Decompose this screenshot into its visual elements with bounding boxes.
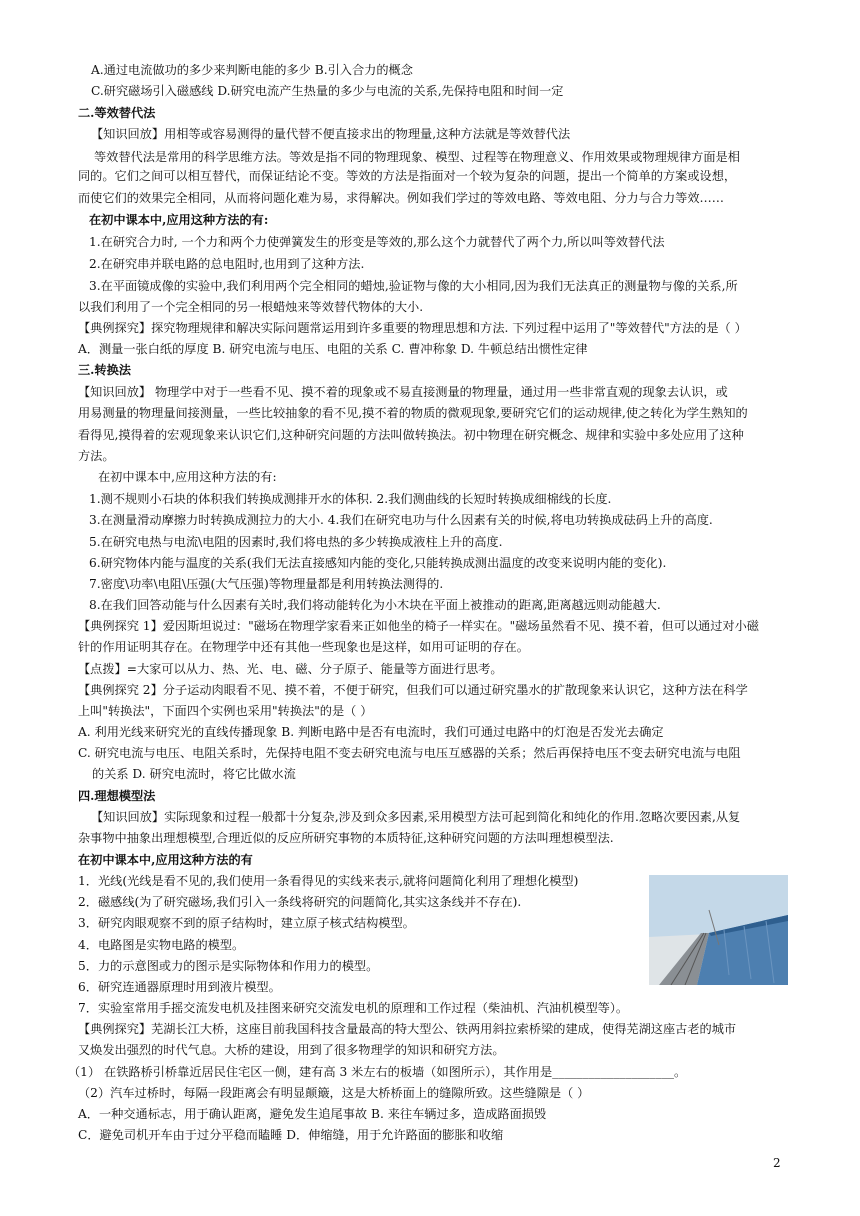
list-item: 3.在测量滑动摩擦力时转换成测拉力的大小. 4.我们在研究电功与什么因素有关的时候,将电功转换成砝码上升的高度. (89, 513, 713, 527)
answer-options: A．一种交通标志，用于确认距离，避免发生追尾事故 B. 来往车辆过多，造成路面损毁 (78, 1107, 547, 1121)
knowledge-review: 【知识回放】用相等或容易测得的量代替不便直接求出的物理量,这种方法就是等效替代法 (91, 127, 571, 141)
paragraph-line: 方法。 (78, 449, 115, 463)
example-question: 上叫"转换法"，下面四个实例也采用"转换法"的是（ ） (78, 704, 373, 718)
subheading: 在初中课本中,应用这种方法的有: (89, 213, 269, 227)
list-item: 5．力的示意图或力的图示是实际物体和作用力的模型。 (78, 959, 379, 973)
question-part: （2）汽车过桥时，每隔一段距离会有明显颠簸，这是大桥桥面上的缝隙所致。这些缝隙是（ ） (78, 1086, 590, 1100)
answer-options: 的关系 D. 研究电流时，将它比做水流 (92, 767, 296, 781)
knowledge-review: 【知识回放】实际现象和过程一般都十分复杂,涉及到众多因素,采用模型方法可起到简化和纯化的作用.忽略次要因素,从复 (91, 810, 741, 824)
list-item: 1.在研究合力时, 一个力和两个力使弹簧发生的形变是等效的,那么这个力就替代了两个力,所以叫等效替代法 (89, 235, 665, 249)
example-question: 针的作用证明其存在。在物理学中还有其他一些现象也是这样，如用可证明的存在。 (78, 640, 529, 654)
option-line: C.研究磁场引入磁感线 D.研究电流产生热量的多少与电流的关系,先保持电阻和时间一定 (91, 84, 564, 98)
paragraph-line: 同的。它们之间可以相互替代，而保证结论不变。等效的方法是指面对一个较为复杂的问题，提出一个简单的方案或设想， (78, 169, 737, 183)
section-heading: 四.理想模型法 (78, 789, 156, 803)
answer-options: C．避免司机开车由于过分平稳而瞌睡 D．伸缩缝，用于允许路面的膨胀和收缩 (78, 1128, 504, 1142)
answer-options: C. 研究电流与电压、电阻关系时，先保持电阻不变去研究电流与电压互感器的关系；然后再保持电压不变去研究电流与电阻 (78, 746, 741, 760)
paragraph-line: 用易测量的物理量间接测量，一些比较抽象的看不见,摸不着的物质的微观现象,要研究它们的运动规律,使之转化为学生熟知的 (78, 406, 748, 420)
example-question: 【典例探究】探究物理规律和解决实际问题常运用到许多重要的物理思想和方法. 下列过程中运用了"等效替代"方法的是（ ） (78, 321, 747, 335)
section-heading: 三.转换法 (78, 363, 131, 377)
hint-line: 【点拨】=大家可以从力、热、光、电、磁、分子原子、能量等方面进行思考。 (78, 662, 503, 676)
paragraph-line: 杂事物中抽象出理想模型,合理近似的反应所研究事物的本质特征,这种研究问题的方法叫理想模型法. (78, 831, 614, 845)
page-number: 2 (773, 1156, 781, 1170)
answer-options: A．测量一张白纸的厚度 B. 研究电流与电压、电阻的关系 C. 曹冲称象 D. 牛顿总结出惯性定律 (78, 342, 588, 356)
list-item: 6．研究连通器原理时用到液片模型。 (78, 980, 281, 994)
example-question: 【典例探究】芜湖长江大桥，这座目前我国科技含量最高的特大型公、铁两用斜拉索桥梁的建成，使得芜湖这座古老的城市 (78, 1022, 737, 1036)
question-part: （1） 在铁路桥引桥靠近居民住宅区一侧，建有高 3 米左右的板墙（如图所示），其作用是____________________。 (68, 1065, 687, 1079)
subheading: 在初中课本中,应用这种方法的有: (98, 470, 277, 484)
paragraph-line: 而使它们的效果完全相同，从而将问题化难为易，求得解决。例如我们学过的等效电路、等效电阻、分力与合力等效…… (78, 191, 724, 205)
section-heading: 二.等效替代法 (78, 106, 156, 120)
list-item: 8.在我们回答动能与什么因素有关时,我们将动能转化为小木块在平面上被推动的距离,距离越远则动能越大. (89, 598, 661, 612)
list-item: 1.测不规则小石块的体积我们转换成测排开水的体积. 2.我们测曲线的长短时转换成细棉线的长度. (89, 492, 612, 506)
example-question: 【典例探究 2】分子运动肉眼看不见、摸不着，不便于研究，但我们可以通过研究墨水的扩散现象来认识它，这种方法在科学 (78, 683, 748, 697)
list-item: 7．实验室常用手摇交流发电机及挂图来研究交流发电机的原理和工作过程（柴油机、汽油机模型等）。 (78, 1001, 629, 1015)
list-item: 1．光线(光线是看不见的,我们使用一条看得见的实线来表示,就将问题简化利用了理想化模型) (78, 874, 579, 888)
list-item: 4．电路图是实物电路的模型。 (78, 938, 245, 952)
list-item: 2．磁感线(为了研究磁场,我们引入一条线将研究的问题简化,其实这条线并不存在). (78, 895, 522, 909)
list-item: 2.在研究串并联电路的总电阻时,也用到了这种方法. (89, 257, 365, 271)
list-item: 3．研究肉眼观察不到的原子结构时，建立原子核式结构模型。 (78, 916, 415, 930)
list-item: 5.在研究电热与电流\电阻的因素时,我们将电热的多少转换成液柱上升的高度. (89, 535, 503, 549)
list-item: 6.研究物体内能与温度的关系(我们无法直接感知内能的变化,只能转换成测出温度的改变来说明内能的变化). (89, 556, 667, 570)
bridge-illustration (649, 875, 788, 985)
subheading: 在初中课本中,应用这种方法的有 (78, 853, 253, 867)
example-question: 又焕发出强烈的时代气息。大桥的建设，用到了很多物理学的知识和研究方法。 (78, 1043, 505, 1057)
paragraph-line: 【知识回放】 物理学中对于一些看不见、摸不着的现象或不易直接测量的物理量，通过用一些非常直观的现象去认识，或 (78, 385, 728, 399)
paragraph-line: 看得见,摸得着的宏观现象来认识它们,这种研究问题的方法叫做转换法。初中物理在研究概念、规律和实验中多处应用了这种 (78, 428, 744, 442)
bridge-photo (649, 875, 788, 985)
list-item: 7.密度\功率\电阻\压强(大气压强)等物理量都是利用转换法测得的. (89, 577, 444, 591)
option-line: A.通过电流做功的多少来判断电能的多少 B.引入合力的概念 (91, 63, 413, 77)
paragraph-line: 等效替代法是常用的科学思维方法。等效是指不同的物理现象、模型、过程等在物理意义、作用效果或物理规律方面是相 (94, 150, 740, 164)
example-question: 【典例探究 1】爱因斯坦说过："磁场在物理学家看来正如他坐的椅子一样实在。"磁场虽然看不见、摸不着，但可以通过对小磁 (78, 619, 759, 633)
list-item: 以我们利用了一个完全相同的另一根蜡烛来等效替代物体的大小. (78, 300, 424, 314)
list-item: 3.在平面镜成像的实验中,我们利用两个完全相同的蜡烛,验证物与像的大小相同,因为我们无法真正的测量物与像的关系,所 (89, 279, 738, 293)
answer-options: A. 利用光线来研究光的直线传播现象 B. 判断电路中是否有电流时，我们可通过电路中的灯泡是否发光去确定 (78, 725, 664, 739)
